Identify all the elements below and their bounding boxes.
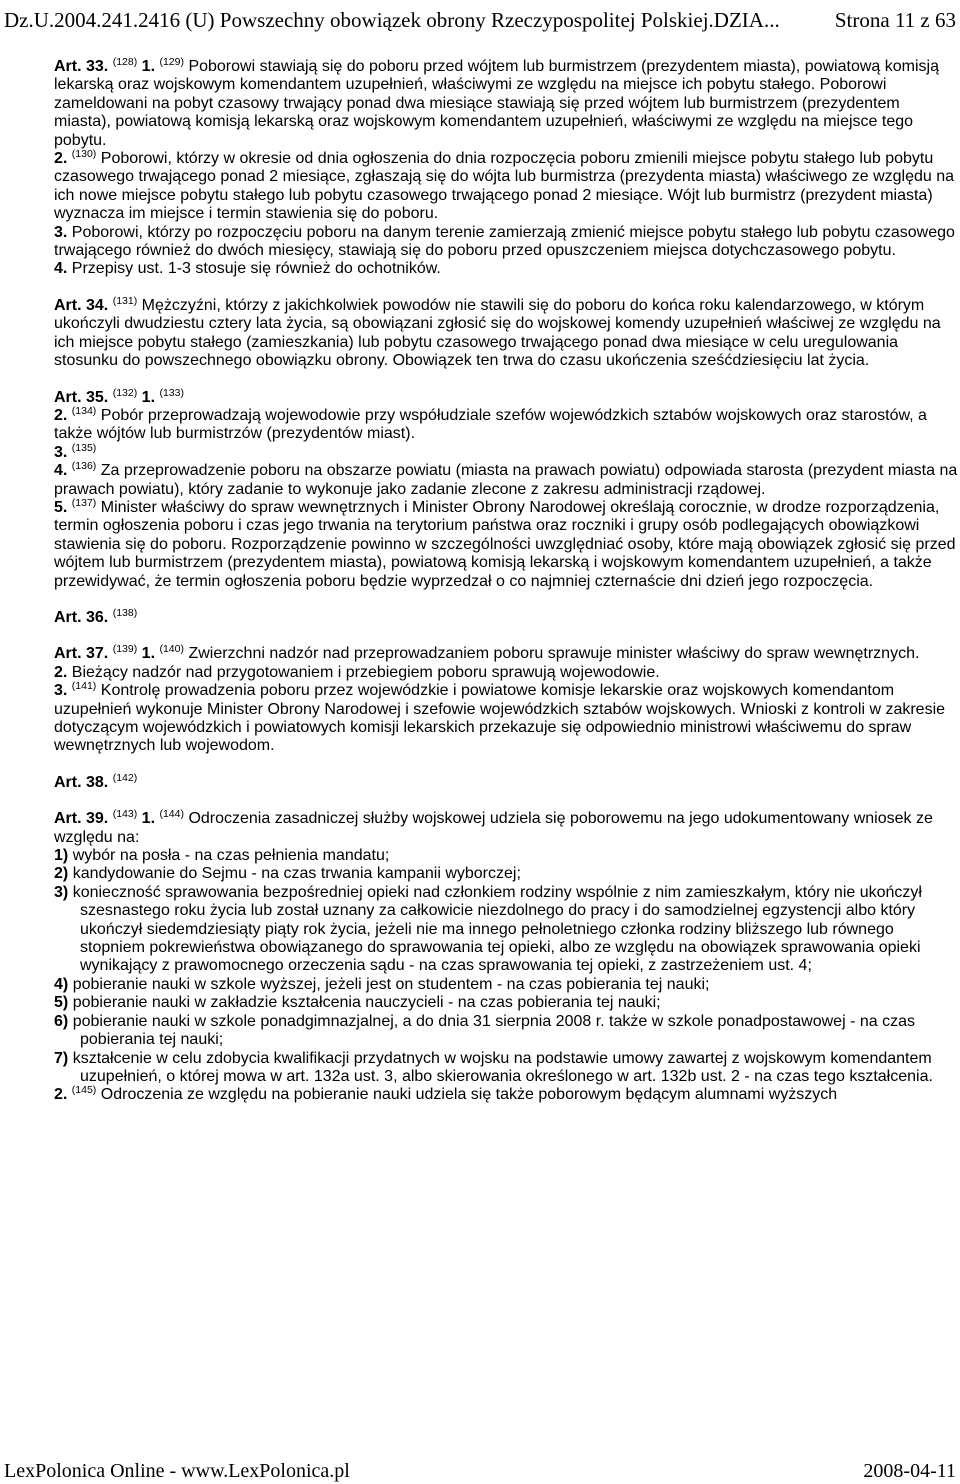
article-label: Art. 35. (54, 388, 109, 406)
paragraph-number: 3. (54, 682, 68, 700)
paragraph-number: 3. (54, 443, 68, 461)
footnote-ref[interactable]: (136) (71, 460, 97, 473)
item-text: pobieranie nauki w zakładzie kształcenia nauczycieli - na czas pobierania tej nauki; (72, 994, 661, 1012)
art-37-par-3 (10, 682, 958, 756)
footnote-ref[interactable]: (134) (71, 404, 97, 417)
footnote-ref[interactable]: (145) (71, 1084, 97, 1097)
art-38 (10, 771, 958, 792)
paragraph-number: 1. (141, 810, 156, 828)
page-number: Strona 11 z 63 (834, 7, 956, 32)
footnote-ref[interactable]: (143) (112, 808, 138, 821)
paragraph-number: 1. (141, 388, 156, 406)
art-33-par-2 (10, 150, 958, 224)
art-35-par-2 (10, 404, 958, 444)
art-39-par-2 (10, 1086, 958, 1104)
list-item (10, 847, 958, 865)
item-number: 1) (54, 847, 69, 865)
paragraph-text: Poborowi, którzy po rozpoczęciu poboru na danym terenie zamierzają zmienić miejsce pobytu stałego lub pobytu czasowego trwającego również do dwóch miesięcy, stawiają się do poboru przed opuszczeniem miejsca dotychczasowego pobytu. (54, 223, 955, 260)
item-number: 5) (54, 994, 69, 1012)
list-item (10, 1050, 958, 1087)
paragraph-text: Odroczenia ze względu na pobieranie nauki udziela się także poborowym będącym alumnami wyższych (100, 1086, 838, 1104)
item-text: kandydowanie do Sejmu - na czas trwania kampanii wyborczej; (72, 865, 521, 883)
page-header (4, 2, 956, 38)
footnote-ref[interactable]: (128) (112, 56, 138, 68)
footnote-ref[interactable]: (137) (71, 496, 97, 509)
paragraph-text: Kontrolę prowadzenia poboru przez wojewódzkie i powiatowe komisje lekarskie oraz wojskowych komendantom uzupełnień wykonuje Minister Obrony Narodowej i szefowie wojewódzkich sztabów wojskowych. Wnioski z kontroli w zakresie dotyczącym wojewódzkich i powiatowych komisji lekarskich przekazuje się odpowiednio ministrowi właściwemu do spraw wewnętrznych lub wojewodom. (54, 682, 946, 755)
paragraph-text: Odroczenia zasadniczej służby wojskowej udziela się poborowemu na jego udokumentowany wniosek ze względu na: (54, 810, 933, 846)
paragraph-text: Za przeprowadzenie poboru na obszarze powiatu (miasta na prawach powiatu) odpowiada starosta (prezydent miasta na prawach powiatu), który zadanie to wykonuje jako zadanie zlecone z zakresu administracji rządowej. (54, 462, 958, 498)
footer-date: 2008-04-11 (863, 1459, 956, 1482)
paragraph-number: 3. (54, 223, 68, 241)
document-body (10, 58, 958, 1105)
art-33-par-3 (10, 224, 958, 261)
footnote-ref[interactable]: (132) (112, 386, 138, 399)
paragraph-text: Poborowi, którzy w okresie od dnia ogłoszenia do dnia rozpoczęcia poboru zmienili miejsce pobytu stałego lub pobytu czasowego trwającego ponad 2 miesiące, zgłaszają się do wójta lub burmistrza (prezydenta miasta) właściwego ze względu na ich nowe miejsce pobytu stałego lub pobytu czasowego trwającego ponad 2 miesiące. Wójt lub burmistrz (prezydent miasta) wyznacza im miejsce i termin stawienia się do poboru. (54, 150, 955, 223)
item-number: 6) (54, 1012, 69, 1030)
art-35-par-5 (10, 496, 958, 591)
item-text: kształcenie w celu zdobycia kwalifikacji przydatnych w wojsku na podstawie umowy zawartej z wojskowym komendantem uzupełnień, o której mowa w art. 132a ust. 3, albo skierowania określonego w art. 132b ust. 2 - na czas tego kształcenia. (72, 1049, 933, 1085)
paragraph-text: Minister właściwy do spraw wewnętrznych i Minister Obrony Narodowej określają corocznie, w drodze rozporządzenia, termin ogłoszenia poboru i czas jego trwania na terytorium państwa oraz roczniki i grupy osób podlegających obowiązkowi stawienia się do poboru. Rozporządzenie powinno w szczególności uwzględniać osoby, które mają obowiązek zgłosić się przed wójtem lub burmistrzem (prezydentem miasta), powiatową komisją lekarską i wojskowym komendantem uzupełnień, a także przewidywać, że termin ogłoszenia poboru będzie wyprzedzał o co najmniej czternaście dni dzień jego rozpoczęcia. (54, 498, 956, 590)
art-37-par-1 (10, 645, 958, 663)
page-footer (4, 1456, 956, 1484)
paragraph-number: 2. (54, 150, 68, 168)
paragraph-number: 4. (54, 462, 68, 480)
item-text: konieczność sprawowania bezpośredniej opieki nad członkiem rodziny wspólnie z nim zamieszkałym, który nie ukończył szesnastego roku życia lub został uznany za całkowicie niezdolnego do pracy i do samodzielnej egzystencji albo który ukończył siedemdziesiąty piąty rok życia, jeżeli nie ma innego pełnoletniego członka rodziny bliższego lub równego stopniem pokrewieństwa obowiązanego do sprawowania tej opieki, albo ze względu na obowiązek sprawowania opieki wynikający z prawomocnego orzeczenia sądu - na czas sprawowania tej opieki, z zastrzeżeniem ust. 4; (72, 883, 922, 975)
paragraph-number: 1. (141, 645, 156, 663)
list-item (10, 884, 958, 976)
paragraph-number: 2. (54, 406, 68, 424)
art-35-par-3 (10, 441, 958, 462)
paragraph-text: Mężczyźni, którzy z jakichkolwiek powodów nie stawili się do poboru do końca roku kalendarzowego, w którym ukończyli dwudziestu cztery lata życia, są obowiązani zgłosić się do wojskowej komendy uzupełnień właściwej ze względu na ich miejsce pobytu stałego (zamieszkania) lub pobytu czasowego trwającego ponad dwa miesiące w celu uregulowania stosunku do powszechnego obowiązku obrony. Obowiązek ten trwa do czasu ukończenia sześćdziesięciu lat życia. (54, 296, 941, 370)
paragraph-number: 1. (141, 58, 156, 75)
item-text: wybór na posła - na czas pełnienia mandatu; (72, 847, 390, 865)
article-label: Art. 36. (54, 608, 109, 626)
paragraph-text: Zwierzchni nadzór nad przeprowadzaniem poboru sprawuje minister właściwy do spraw wewnętrznych. (188, 645, 920, 663)
list-item (10, 865, 958, 883)
article-label: Art. 39. (54, 810, 109, 828)
item-number: 3) (54, 883, 69, 901)
footnote-ref[interactable]: (141) (71, 680, 97, 693)
paragraph-number: 4. (54, 260, 68, 278)
item-text: pobieranie nauki w szkole ponadgimnazjalnej, a do dnia 31 sierpnia 2008 r. także w szkole ponadpostawowej - na czas pobierania tej nauki; (72, 1012, 915, 1049)
art-35-par-4 (10, 462, 958, 499)
footnote-ref[interactable]: (131) (112, 294, 138, 307)
footer-source: LexPolonica Online - www.LexPolonica.pl (4, 1459, 350, 1482)
footnote-ref[interactable]: (135) (71, 441, 97, 454)
paragraph-text: Przepisy ust. 1-3 stosuje się również do ochotników. (71, 260, 441, 278)
article-label: Art. 38. (54, 773, 109, 791)
footnote-ref[interactable]: (130) (71, 148, 97, 161)
paragraph-text: Bieżący nadzór nad przygotowaniem i przebiegiem poboru sprawują wojewodowie. (71, 663, 660, 681)
paragraph-text: Poborowi stawiają się do poboru przed wójtem lub burmistrzem (prezydentem miasta), powiatową komisją lekarską oraz wojskowym komendantem uzupełnień, właściwymi ze względu na miejsce ich pobytu stałego. Poborowi zameldowani na pobyt czasowy trwający ponad dwa miesiące stawiają się przed wójtem lub burmistrzem (prezydentem miasta), powiatową komisją lekarską oraz wojskowym komendantem uzupełnień, właściwymi ze względu na miejsce tego pobytu. (54, 58, 939, 149)
footnote-ref[interactable]: (133) (159, 386, 184, 399)
paragraph-text: Pobór przeprowadzają wojewodowie przy współudziale szefów wojewódzkich sztabów wojskowych oraz starostów, a także wójtów lub burmistrzów (prezydentów miast). (54, 406, 927, 443)
list-item (10, 976, 958, 994)
item-number: 2) (54, 865, 69, 883)
art-34 (10, 294, 958, 371)
article-label: Art. 37. (54, 645, 109, 663)
article-label: Art. 34. (54, 296, 109, 314)
footnote-ref[interactable]: (129) (159, 56, 184, 68)
paragraph-number: 2. (54, 663, 68, 681)
art-33-par-4 (10, 260, 958, 278)
list-item (10, 994, 958, 1012)
art-36 (10, 606, 958, 627)
item-number: 4) (54, 975, 69, 993)
footnote-ref[interactable]: (139) (112, 643, 138, 656)
paragraph-number: 5. (54, 498, 68, 516)
art-39-par-1 (10, 810, 958, 847)
art-37-par-2 (10, 664, 958, 682)
list-item (10, 1013, 958, 1050)
paragraph-number: 2. (54, 1086, 68, 1104)
footnote-ref[interactable]: (140) (159, 643, 184, 656)
footnote-ref[interactable]: (142) (112, 771, 138, 784)
art-33-par-1 (10, 58, 958, 150)
art-35-par-1 (10, 386, 958, 407)
item-text: pobieranie nauki w szkole wyższej, jeżeli jest on studentem - na czas pobierania tej nauki; (72, 975, 710, 993)
footnote-ref[interactable]: (138) (112, 606, 138, 619)
item-number: 7) (54, 1049, 69, 1067)
document-title: Dz.U.2004.241.2416 (U) Powszechny obowiązek obrony Rzeczypospolitej Polskiej.DZIA... (4, 7, 780, 32)
article-label: Art. 33. (54, 58, 109, 75)
footnote-ref[interactable]: (144) (159, 808, 184, 821)
